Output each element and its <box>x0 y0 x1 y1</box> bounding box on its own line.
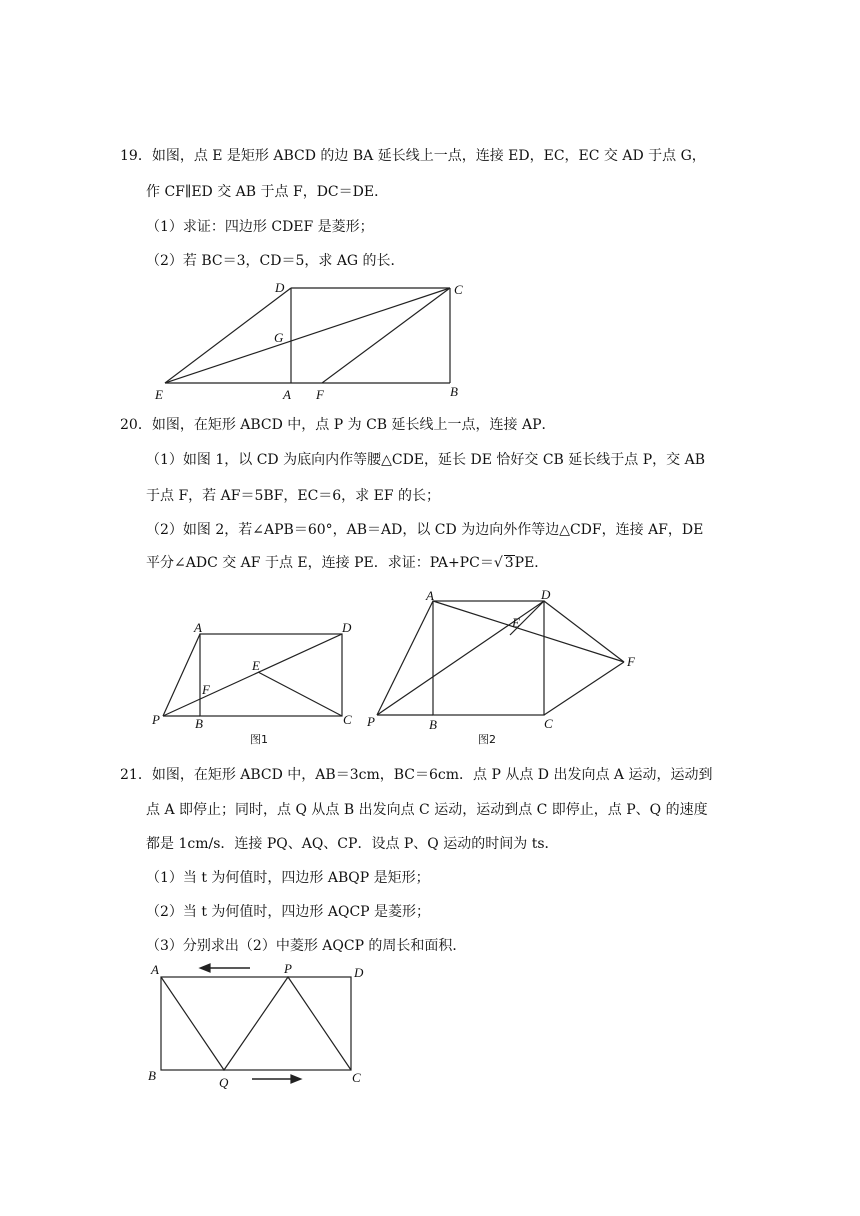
q19-part-2: （2）若 BC＝3，CD＝5，求 AG 的长． <box>146 253 405 269</box>
q21-part-2: （2）当 t 为何值时，四边形 AQCP 是菱形； <box>146 904 431 920</box>
fig1-label-A: A <box>194 620 202 635</box>
fig1-label-F: F <box>202 682 210 697</box>
q20-line-1: 20．如图，在矩形 ABCD 中，点 P 为 CB 延长线上一点，连接 AP． <box>120 417 556 433</box>
fig1-label-E: E <box>252 658 260 673</box>
sqrt-radicand: 3 <box>504 555 514 571</box>
q19-label-C: C <box>454 282 463 297</box>
q21-part-1: （1）当 t 为何值时，四边形 ABQP 是矩形； <box>146 870 430 886</box>
q21-line-2: 点 A 即停止；同时，点 Q 从点 B 出发向点 C 运动，运动到点 C 即停止，点 P、Q 的速度 <box>146 802 708 818</box>
q21-label-C: C <box>352 1070 361 1085</box>
q21-part-3: （3）分别求出（2）中菱形 AQCP 的周长和面积． <box>146 938 467 954</box>
q20-part-1-line-2: 于点 F，若 AF＝5BF，EC＝6，求 EF 的长； <box>146 488 441 504</box>
q21-label-P: P <box>284 961 292 976</box>
q19-line-2: 作 CF∥ED 交 AB 于点 F，DC＝DE． <box>146 184 389 200</box>
fig2-label-E: E <box>512 615 520 630</box>
fig2-label-A: A <box>426 588 434 603</box>
q19-label-A: A <box>283 387 291 402</box>
q21-line-1: 21．如图，在矩形 ABCD 中，AB＝3cm，BC＝6cm．点 P 从点 D 出发向点 A 运动，运动到 <box>120 767 713 783</box>
q19-label-E: E <box>155 387 163 402</box>
q21-line-3: 都是 1cm/s．连接 PQ、AQ、CP．设点 P、Q 运动的时间为 ts． <box>146 836 559 852</box>
q20-part-2-line-1: （2）如图 2，若∠APB＝60°，AB＝AD，以 CD 为边向外作等边△CDF，连接 AF，DE <box>146 522 704 538</box>
fig2-caption: 图2 <box>478 733 496 746</box>
q19-label-D: D <box>275 280 285 295</box>
q21-label-D: D <box>354 965 364 980</box>
q19-part-1: （1）求证：四边形 CDEF 是菱形； <box>146 219 374 235</box>
fig1-label-C: C <box>343 712 352 727</box>
q19-label-B: B <box>450 384 458 399</box>
q20-part-1-line-1: （1）如图 1，以 CD 为底向内作等腰△CDE，延长 DE 恰好交 CB 延长线于点 P，交 AB <box>146 452 705 468</box>
q19-label-G: G <box>274 330 284 345</box>
fig1-label-B: B <box>195 716 203 731</box>
q19-line-1: 19．如图，点 E 是矩形 ABCD 的边 BA 延长线上一点，连接 ED，EC，EC 交 AD 于点 G， <box>120 148 706 164</box>
fig2-label-D: D <box>541 587 551 602</box>
fig2-label-P: P <box>367 714 375 729</box>
fig1-label-D: D <box>342 620 352 635</box>
fig2-label-F: F <box>627 654 635 669</box>
fig1-label-P: P <box>152 712 160 727</box>
arrow-right-icon <box>291 1075 301 1083</box>
fig2-label-B: B <box>429 717 437 732</box>
q19-label-F: F <box>316 387 324 402</box>
q21-label-Q: Q <box>219 1075 229 1090</box>
fig2-label-C: C <box>544 716 553 731</box>
q21-zigzag-AQPC <box>161 977 351 1070</box>
q20-part-2-tail: PE． <box>514 555 549 571</box>
arrow-left-icon <box>200 964 210 972</box>
sqrt-symbol: √ <box>493 555 503 571</box>
q21-label-B: B <box>148 1068 156 1083</box>
q20-part-2-text: 平分∠ADC 交 AF 于点 E，连接 PE．求证：PA+PC＝ <box>146 555 494 571</box>
q21-label-A: A <box>151 962 159 977</box>
fig1-caption: 图1 <box>250 733 268 746</box>
